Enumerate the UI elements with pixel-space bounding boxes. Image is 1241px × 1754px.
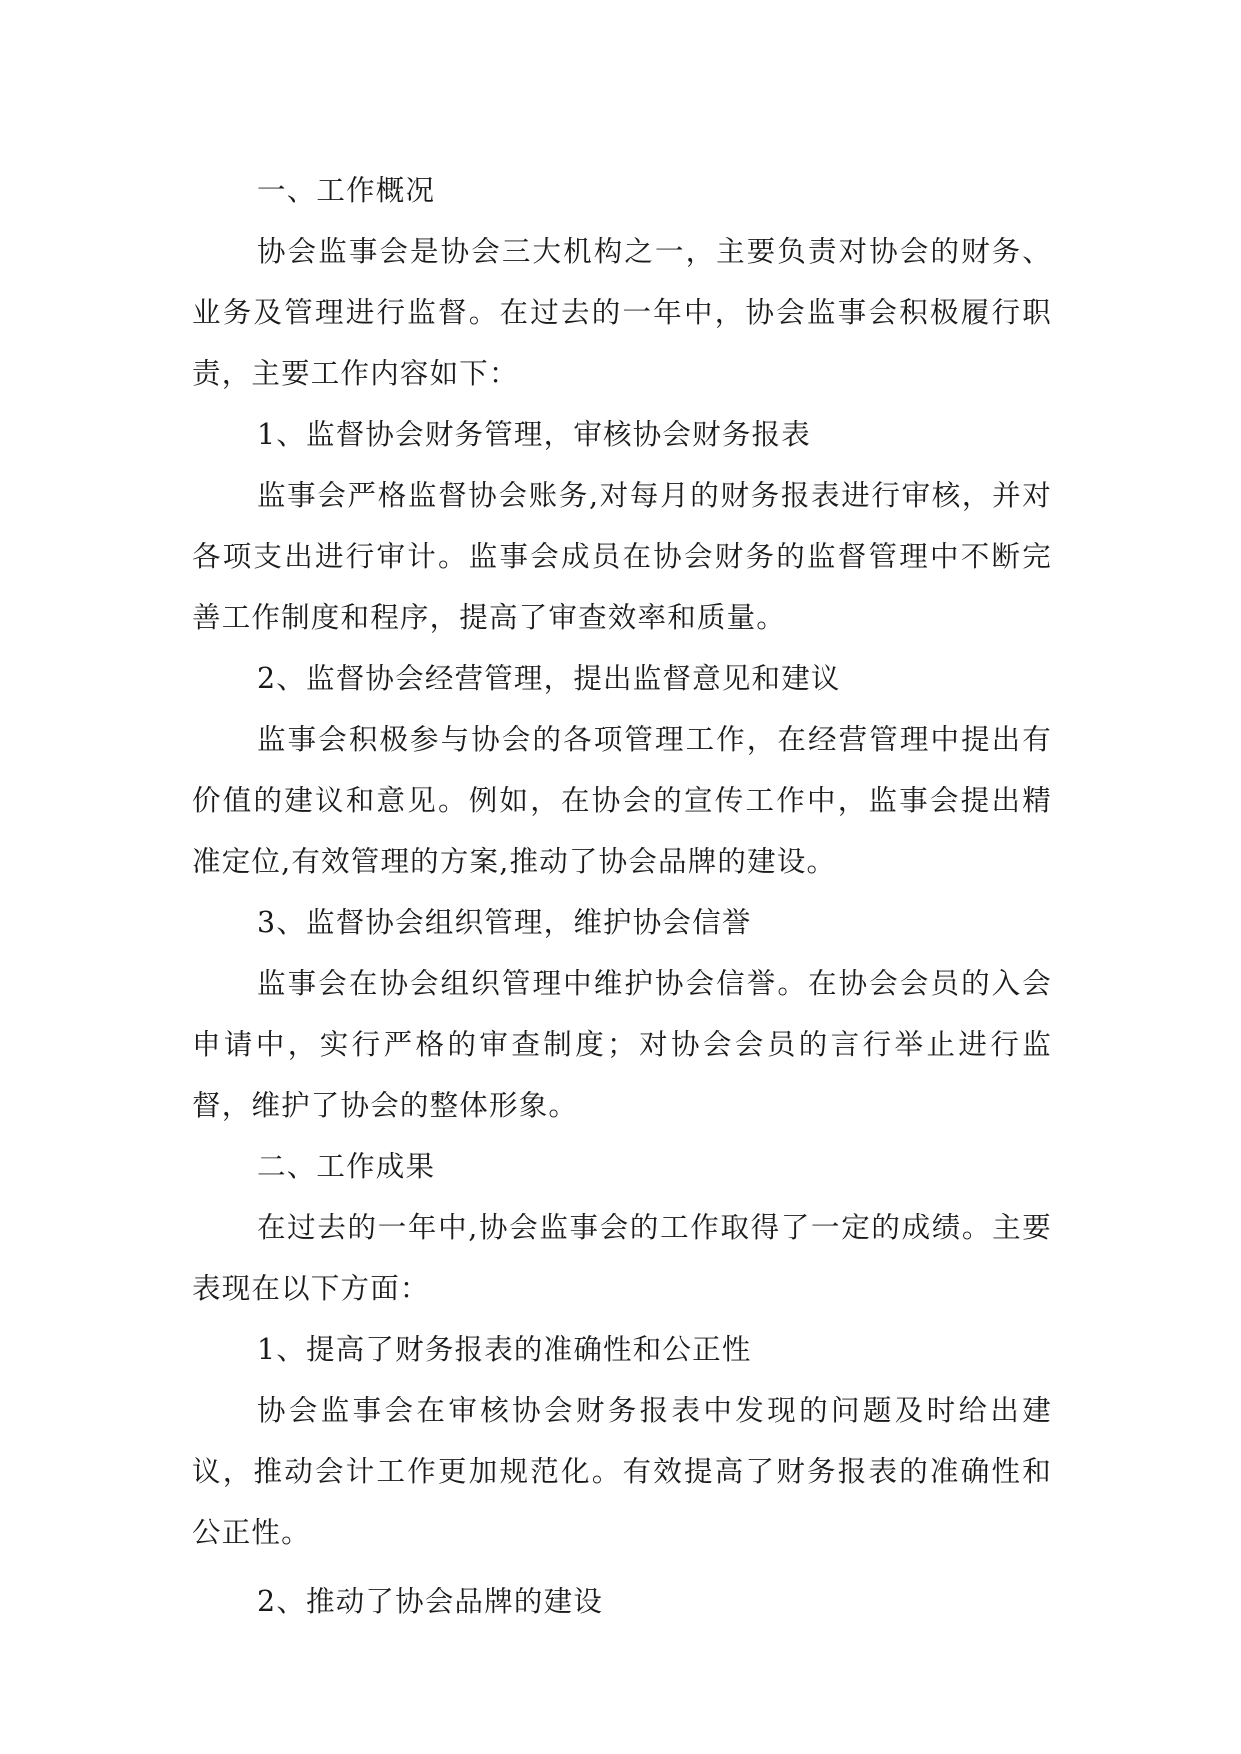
section-2-item-1-title: 1、提高了财务报表的准确性和公正性 bbox=[257, 1333, 752, 1366]
section-2-item-1-body: 协会监事会在审核协会财务报表中发现的问题及时给出建议，推动会计工作更加规范化。有效提高了财务报表的准确性和公正性。 bbox=[192, 1394, 1052, 1549]
section-1-item-1-body: 监事会严格监督协会账务,对每月的财务报表进行审核，并对各项支出进行审计。监事会成员在协会财务的监督管理中不断完善工作制度和程序，提高了审查效率和质量。 bbox=[192, 479, 1052, 634]
section-1-intro: 协会监事会是协会三大机构之一，主要负责对协会的财务、业务及管理进行监督。在过去的一年中，协会监事会积极履行职责，主要工作内容如下： bbox=[192, 235, 1052, 390]
section-2-heading: 二、工作成果 bbox=[257, 1150, 436, 1183]
section-1-item-2-body: 监事会积极参与协会的各项管理工作，在经营管理中提出有价值的建议和意见。例如，在协会的宣传工作中，监事会提出精准定位,有效管理的方案,推动了协会品牌的建设。 bbox=[192, 723, 1052, 878]
section-2-intro: 在过去的一年中,协会监事会的工作取得了一定的成绩。主要表现在以下方面： bbox=[192, 1211, 1052, 1305]
section-1-item-3-title: 3、监督协会组织管理，维护协会信誉 bbox=[257, 906, 752, 939]
section-1-heading: 一、工作概况 bbox=[257, 174, 436, 207]
document-body bbox=[192, 160, 1052, 1632]
section-1-item-1-title: 1、监督协会财务管理，审核协会财务报表 bbox=[257, 418, 811, 451]
section-1-item-2-title: 2、监督协会经营管理，提出监督意见和建议 bbox=[257, 662, 841, 695]
section-2-item-2-title: 2、推动了协会品牌的建设 bbox=[257, 1585, 604, 1618]
section-1-item-3-body: 监事会在协会组织管理中维护协会信誉。在协会会员的入会申请中，实行严格的审查制度；对协会会员的言行举止进行监督，维护了协会的整体形象。 bbox=[192, 967, 1052, 1122]
